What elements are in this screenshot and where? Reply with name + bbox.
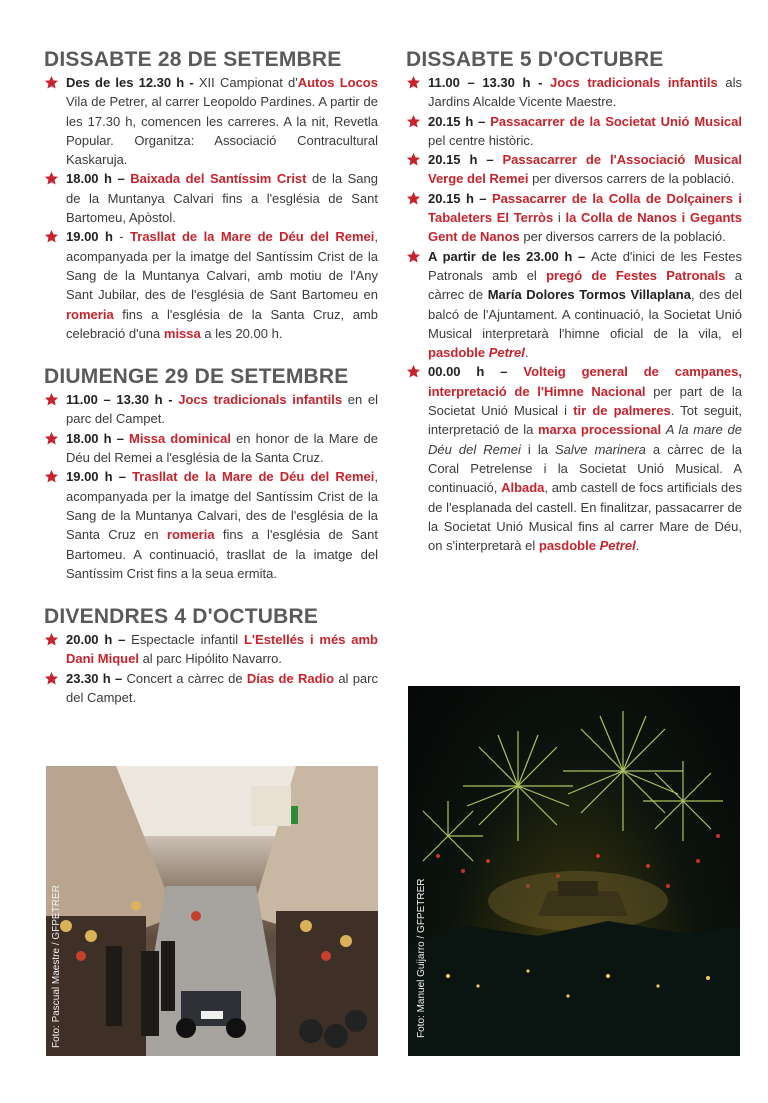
star-icon: [44, 431, 59, 446]
event-highlight: Albada: [501, 480, 545, 496]
star-icon: [406, 75, 421, 90]
event-time: 20.15 h –: [428, 152, 503, 168]
event-highlight: Passacarrer de la Societat Unió Musical: [490, 113, 742, 129]
event-text: fins a l'església de la Santa Cruz, amb celebració d'una: [66, 306, 378, 341]
star-icon: [44, 671, 59, 686]
event-text: al parc del Campet.: [66, 670, 378, 706]
event-text: per diversos carrers de la població.: [528, 171, 735, 187]
photo-credit: Foto: Manuel Guijarro / GFPETRER: [416, 878, 427, 1038]
star-icon: [44, 392, 59, 407]
event-time: 19.00 h: [66, 229, 113, 245]
event-time: 20.00 h –: [66, 632, 132, 648]
star-icon: [406, 114, 421, 129]
left-column: [44, 48, 378, 707]
event-highlight: pasdoble: [428, 345, 489, 361]
event-highlight: Trasllat de la Mare de Déu del Remei: [130, 229, 375, 245]
event-text: Concert a càrrec de: [126, 670, 247, 686]
event-item: [406, 189, 742, 247]
event-highlight: tir de palmeres: [573, 403, 671, 419]
day-heading: DISSABTE 28 DE SETEMBRE: [44, 48, 342, 71]
event-time: 11.00 – 13.30 h -: [428, 75, 551, 90]
day-heading: DIVENDRES 4 D'OCTUBRE: [44, 605, 319, 629]
star-icon: [44, 632, 59, 647]
event-item: [406, 112, 742, 151]
event-highlight: Jocs tradicionals infantils: [550, 75, 718, 90]
event-highlight: Passacarrer de la Colla de Dolçainers i Tabaleters El Terròs: [428, 190, 742, 226]
event-text: i la: [520, 441, 556, 457]
event-text: . Tot seguit, interpretació de la: [428, 403, 742, 438]
event-item: [44, 669, 378, 708]
event-text: fins a l'església de Sant Bartomeu. A continuació, trasllat de la imatge del Santíssim Crist fins a la seua ermita.: [66, 527, 378, 581]
event-text: a càrrec de: [428, 267, 742, 303]
event-highlight: romeria: [166, 527, 215, 543]
event-highlight: Días de Radio: [246, 670, 335, 686]
event-text: pel centre històric.: [428, 132, 534, 148]
event-item: [44, 169, 378, 227]
event-text: en el parc del Campet.: [66, 392, 379, 427]
right-column: [406, 48, 742, 555]
event-list: [44, 390, 378, 583]
event-highlight: la Colla de Nanos i Gegants Gent de Nanos: [428, 210, 742, 245]
event-item: [44, 227, 378, 343]
event-text: -: [112, 229, 131, 245]
event-text: A la mare de Déu del Remei: [428, 422, 742, 457]
event-item: [406, 150, 742, 189]
race-photo-illustration: [46, 766, 378, 1056]
event-text: .: [524, 345, 529, 361]
event-highlight: romeria: [66, 306, 114, 322]
star-icon: [44, 469, 59, 484]
event-highlight: Volteig general de campanes, interpretació de l'Himne Nacional: [428, 364, 742, 399]
event-item: [44, 467, 378, 583]
event-time: 20.15 h –: [428, 113, 491, 129]
star-icon: [44, 171, 59, 186]
day-heading: DISSABTE 5 D'OCTUBRE: [406, 48, 664, 71]
event-highlight: Missa dominical: [129, 430, 231, 446]
star-icon: [406, 364, 421, 379]
event-time: 19.00 h –: [66, 469, 133, 485]
event-highlight: marxa processional: [537, 422, 662, 438]
race-photo: [46, 766, 378, 1056]
event-text: a càrrec de la Coral Petrelense i la Societat Unió Musical. A continuació,: [428, 441, 743, 496]
event-time: 18.00 h –: [66, 430, 130, 446]
event-highlight: L'Estellés i més amb Dani Miquel: [66, 632, 378, 667]
event-text: als Jardins Alcalde Vicente Maestre.: [428, 75, 743, 110]
event-text: de la Sang de la Muntanya Calvari fins a l'església de Sant Bartomeu, Apòstol.: [66, 171, 378, 226]
photo-credit: Foto: Pascual Maestre / GFPETRER: [51, 885, 62, 1048]
day-heading: DIUMENGE 29 DE SETEMBRE: [44, 365, 349, 389]
event-highlight: Autos Locos: [297, 75, 378, 90]
event-item: [44, 429, 378, 468]
event-text: , amb castell de focs artificials des de l'esplanada del castell. En finalitzar, passacarrer de la Societat Unió Musical fins al carrer Mare de Déu, on s'interpretarà el: [428, 480, 743, 554]
event-list: [44, 630, 378, 707]
event-highlight: Baixada del Santíssim Crist: [130, 171, 307, 187]
event-item: [406, 247, 742, 363]
event-item: [44, 630, 378, 669]
event-text: Espectacle infantil: [131, 632, 244, 648]
event-highlight: pasdoble: [538, 538, 600, 554]
event-text: a les 20.00 h.: [200, 325, 283, 341]
event-list: [406, 73, 742, 555]
event-text: , acompanyada per la imatge del Santíssim Crist de la Sang de la Muntanya Calvari, amb motiu de l'Any Sant Jubilar, des de l'església de Sant Bartomeu en: [66, 229, 378, 303]
event-time: A partir de les 23.00 h –: [428, 248, 591, 264]
event-item: [44, 390, 378, 429]
event-item: [406, 73, 742, 112]
event-text: al parc Hipólito Navarro.: [138, 651, 283, 667]
event-text: per part de la Societat Unió Musical i: [428, 383, 742, 419]
event-text: Vila de Petrer, al carrer Leopoldo Pardines. A partir de les 17.30 h, comencen les carreres. A la nit, Revetla Popular. Organitza: Associació Contracultural Kaskaruja.: [66, 94, 378, 168]
event-highlight: Passacarrer de l'Associació Musical Verge del Remei: [428, 152, 742, 187]
event-highlight: Petrel: [599, 538, 636, 554]
event-text: , acompanyada per la imatge del Santíssim Crist de la Sang de la Muntanya Calvari, des de l'església de la Santa Cruz en: [66, 469, 378, 543]
event-time: María Dolores Tormos Villaplana: [487, 287, 691, 303]
event-time: Des de les 12.30 h -: [66, 75, 199, 90]
star-icon: [406, 249, 421, 264]
event-text: Salve marinera: [555, 441, 646, 457]
fireworks-illustration: [408, 686, 740, 1056]
event-highlight: Trasllat de la Mare de Déu del Remei: [132, 469, 375, 485]
fireworks-photo: [408, 686, 740, 1056]
event-time: 20.15 h –: [428, 190, 492, 206]
event-text: per diversos carrers de la població.: [519, 229, 726, 245]
event-item: [44, 73, 378, 169]
event-text: i: [553, 210, 566, 226]
event-item: [406, 362, 742, 555]
event-list: [44, 73, 378, 343]
star-icon: [44, 75, 59, 90]
event-text: .: [635, 538, 640, 554]
event-highlight: pregó de Festes Patronals: [546, 267, 726, 283]
event-time: 18.00 h –: [66, 171, 131, 187]
star-icon: [406, 152, 421, 167]
event-time: 00.00 h –: [428, 364, 524, 380]
event-text: Acte d'inici de les Festes Patronals amb el: [428, 248, 742, 283]
event-time: 23.30 h –: [66, 670, 127, 686]
star-icon: [406, 191, 421, 206]
star-icon: [44, 229, 59, 244]
event-time: 11.00 – 13.30 h -: [66, 392, 179, 408]
event-highlight: Jocs tradicionals infantils: [178, 392, 343, 408]
event-text: XII Campionat d': [198, 75, 298, 90]
event-highlight: Petrel: [488, 345, 525, 361]
event-highlight: missa: [163, 325, 201, 341]
event-text: , des del balcó de l'Ajuntament. A continuació, la Societat Unió Musical interpretarà l'himne oficial de la vila, el: [428, 287, 742, 341]
event-text: en honor de la Mare de Déu del Remei a l'església de la Santa Cruz.: [66, 430, 378, 466]
